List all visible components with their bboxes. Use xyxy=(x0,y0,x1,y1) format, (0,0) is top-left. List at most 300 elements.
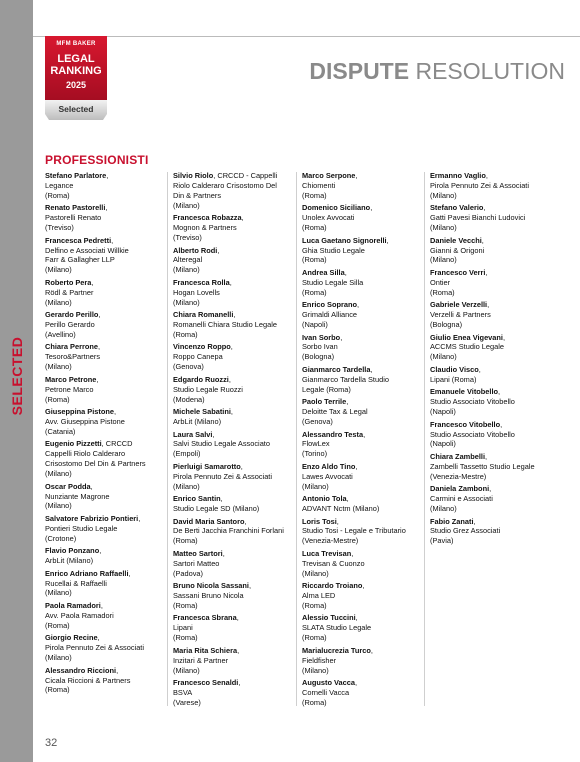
professional-name-suffix: , xyxy=(100,600,103,610)
professional-entry xyxy=(430,484,552,514)
professional-detail: (Roma) xyxy=(45,394,70,404)
professional-detail: (Modena) xyxy=(173,394,205,404)
professional-name-suffix: , xyxy=(485,451,488,461)
professional-detail: Perillo Gerardo xyxy=(45,320,95,330)
professional-detail: (Milano) xyxy=(302,481,329,491)
professional-detail: De Berti Jacchia Franchini Forlani xyxy=(173,526,284,536)
professional-name-suffix: , xyxy=(97,633,100,643)
professional-name: Ivan Sorbo xyxy=(302,332,341,342)
professional-detail: (Roma) xyxy=(302,633,327,643)
professional-detail: (Padova) xyxy=(173,568,203,578)
professional-detail: Petrone Marco xyxy=(45,384,94,394)
professional-name-suffix: , xyxy=(99,546,102,556)
professional-name-suffix: , xyxy=(230,342,233,352)
professional-entry xyxy=(302,517,424,547)
professional-name: Paolo Terrile xyxy=(302,397,347,407)
professional-detail: (Napoli) xyxy=(430,407,456,417)
professional-detail: (Empoli) xyxy=(173,449,201,459)
professional-name: Francesco Verri xyxy=(430,267,486,277)
professional-name-suffix: , xyxy=(237,645,240,655)
professional-detail: Pirola Pennuto Zei & Associati xyxy=(430,180,530,190)
professional-name: Giorgio Recine xyxy=(45,633,98,643)
professional-detail: (Milano) xyxy=(430,223,457,233)
professional-name: Oscar Podda xyxy=(45,481,91,491)
professional-detail: FlowLex xyxy=(302,439,330,449)
professional-name-suffix: , xyxy=(370,364,373,374)
professional-name: Daniela Zamboni xyxy=(430,484,490,494)
professional-name: Marco Serpone xyxy=(302,171,356,180)
professional-detail: (Milano) xyxy=(45,501,72,511)
professional-entry xyxy=(45,439,167,479)
professional-name: Andrea Silla xyxy=(302,267,345,277)
professional-detail: (Roma) xyxy=(173,536,198,546)
professional-name-suffix: , xyxy=(478,364,481,374)
professional-detail: Grimaldi Alliance xyxy=(302,310,358,320)
professional-detail: ArbLit (Milano) xyxy=(45,556,94,566)
professional-detail: Trevisan & Cuonzo xyxy=(302,558,365,568)
professional-detail: Delfino e Associati Willkie xyxy=(45,245,129,255)
professional-detail: Ontier xyxy=(430,277,451,287)
professional-detail: Lipani xyxy=(173,623,193,633)
professional-detail: (Milano) xyxy=(45,362,72,372)
professional-name: Paola Ramadori xyxy=(45,600,101,610)
professional-name: Chiara Romanelli xyxy=(173,310,234,320)
professional-detail: (Roma) xyxy=(173,600,198,610)
professional-name: David Maria Santoro xyxy=(173,516,245,526)
professional-name-suffix: , xyxy=(230,407,233,417)
professional-name-suffix: , xyxy=(90,481,93,491)
professional-name-suffix: , xyxy=(212,429,215,439)
badge-year: 2025 xyxy=(65,80,87,90)
professional-entry xyxy=(302,236,424,266)
professional-entry xyxy=(173,613,295,643)
professional-name: Enrico Santin xyxy=(173,494,221,504)
badge-line2: RANKING xyxy=(50,65,102,77)
page-number: 32 xyxy=(45,737,58,749)
professional-name: Francesca Sbrana xyxy=(173,613,237,623)
professional-detail: Inzitari & Partner xyxy=(173,655,229,665)
professional-detail: Verzelli & Partners xyxy=(430,310,491,320)
professional-entry xyxy=(430,452,552,482)
professional-entry xyxy=(45,407,167,437)
professional-detail: Unolex Avvocati xyxy=(302,213,355,223)
professional-name-suffix: , xyxy=(98,342,101,352)
professional-entry xyxy=(430,365,552,385)
professional-name: Fabio Zanati xyxy=(430,516,474,526)
professional-name-suffix: , xyxy=(340,332,343,342)
professional-detail: (Roma) xyxy=(302,190,327,200)
column-divider xyxy=(167,172,168,706)
section-heading: PROFESSIONISTI xyxy=(45,153,149,167)
professional-name-suffix: , xyxy=(98,310,101,320)
professional-entry xyxy=(45,375,167,405)
professional-detail: (Bologna) xyxy=(430,320,463,330)
professional-name-suffix: , xyxy=(355,613,358,623)
professional-name-suffix: , xyxy=(357,300,360,310)
professional-entry xyxy=(45,278,167,308)
professional-entry xyxy=(302,549,424,579)
professional-name-suffix: , xyxy=(489,484,492,494)
professional-detail: Gatti Pavesi Bianchi Ludovici xyxy=(430,213,526,223)
professional-entry xyxy=(302,397,424,427)
professional-detail: BSVA xyxy=(173,688,193,697)
professional-entry xyxy=(302,365,424,395)
professional-detail: Gianni & Origoni xyxy=(430,245,485,255)
professional-entry xyxy=(45,633,167,663)
column-divider xyxy=(296,172,297,706)
professional-entry xyxy=(430,268,552,298)
professional-name-suffix: , xyxy=(370,645,373,655)
professional-detail: Sassani Bruno Nicola xyxy=(173,591,244,601)
professional-entry xyxy=(302,300,424,330)
badge-selected: Selected xyxy=(58,104,94,114)
professional-detail: ArbLit (Milano) xyxy=(173,417,222,426)
professional-entry xyxy=(173,407,295,427)
professional-name-suffix: , xyxy=(362,581,365,591)
professional-name-suffix: , xyxy=(222,548,225,558)
professional-detail: (Torino) xyxy=(302,449,328,459)
professional-detail: (Milano) xyxy=(45,588,72,598)
professional-name-suffix: , xyxy=(236,613,239,623)
professional-name: Alessandro Riccioni xyxy=(45,665,117,675)
professional-detail: (Treviso) xyxy=(173,233,202,243)
professional-detail: Lawes Avvocati xyxy=(302,471,353,481)
professional-entry xyxy=(45,514,167,544)
header-rule xyxy=(33,36,580,37)
professional-name-suffix: , xyxy=(244,516,247,526)
professional-entry xyxy=(302,333,424,363)
professional-name: Enzo Aldo Tino xyxy=(302,461,356,471)
professional-entry xyxy=(173,549,295,579)
professional-detail: Avv. Paola Ramadori xyxy=(45,610,114,620)
professional-detail: (Milano) xyxy=(45,653,72,663)
professional-detail: (Roma) xyxy=(173,329,198,339)
professional-detail: Cicala Riccioni & Partners xyxy=(45,675,131,685)
column-4 xyxy=(430,171,552,549)
professional-detail: Nunziante Magrone xyxy=(45,491,110,501)
professional-name: Silvio Riolo xyxy=(173,171,214,180)
professional-name-suffix: , xyxy=(346,397,349,407)
professional-name: Michele Sabatini xyxy=(173,407,231,417)
professional-detail: Crisostomo Del Din & Partners xyxy=(45,459,146,469)
professional-detail: (Roma) xyxy=(302,223,327,233)
professional-entry xyxy=(302,678,424,708)
professional-detail: Lipani (Roma) xyxy=(430,374,477,384)
professional-name: Luca Trevisan xyxy=(302,548,352,558)
professional-detail: (Milano) xyxy=(173,665,200,675)
professional-name: Emanuele Vitobello xyxy=(430,387,499,397)
professional-name-suffix: , xyxy=(116,665,119,675)
professional-name-suffix: , xyxy=(498,387,501,397)
column-3 xyxy=(302,171,424,710)
professional-name: Daniele Vecchi xyxy=(430,235,482,245)
professional-detail: (Milano) xyxy=(45,469,72,479)
professional-name-suffix: , xyxy=(91,277,94,287)
professional-name: Gerardo Perillo xyxy=(45,310,99,320)
professional-name-suffix: , xyxy=(485,171,488,180)
professional-entry xyxy=(45,546,167,566)
professional-detail: (Milano) xyxy=(430,190,457,200)
professional-detail: Fieldfisher xyxy=(302,655,337,665)
professional-name: Alessandro Testa xyxy=(302,429,364,439)
professional-name-suffix: , xyxy=(138,513,141,523)
professional-entry xyxy=(430,387,552,417)
professional-entry xyxy=(430,203,552,233)
professional-entry xyxy=(302,203,424,233)
professional-entry xyxy=(173,246,295,276)
professional-detail: Pirola Pennuto Zei & Associati xyxy=(173,471,273,481)
professional-detail: Studio Associato Vitobello xyxy=(430,397,515,407)
professional-name: Francesca Rolla xyxy=(173,277,230,287)
professional-name-suffix: , xyxy=(217,245,220,255)
professional-entry xyxy=(173,494,295,514)
professional-detail: Mognon & Partners xyxy=(173,223,237,233)
professional-detail: Cornelli Vacca xyxy=(302,688,350,697)
professional-detail: Roppo Canepa xyxy=(173,352,223,362)
professional-detail: Cappelli Riolo Calderaro xyxy=(45,449,126,459)
professional-detail: (Milano) xyxy=(430,504,457,514)
professional-detail: SLATA Studio Legale xyxy=(302,623,372,633)
professional-detail: Legance xyxy=(45,180,74,190)
professional-name: Francesca Robazza xyxy=(173,213,242,223)
professional-detail: (Milano) xyxy=(430,255,457,265)
professional-name-suffix: , xyxy=(336,516,339,526)
professional-name: Giulio Enea Vigevani xyxy=(430,332,503,342)
badge-line1: LEGAL xyxy=(57,53,95,65)
sidebar-band xyxy=(0,0,33,762)
professional-name-suffix: , CRCCD xyxy=(101,439,133,449)
professional-name: Augusto Vacca xyxy=(302,678,355,688)
professional-detail: Gianmarco Tardella Studio xyxy=(302,374,389,384)
professional-detail: Studio Legale Silla xyxy=(302,277,364,287)
professional-detail: (Genova) xyxy=(302,417,333,426)
professional-name-suffix: , xyxy=(111,235,114,245)
professional-name-suffix: , xyxy=(241,213,244,223)
professional-name: Ermanno Vaglio xyxy=(430,171,486,180)
professional-detail: Studio Tosi - Legale e Tributario xyxy=(302,526,406,536)
professional-detail: Farr & Gallagher LLP xyxy=(45,255,115,265)
professional-detail: (Milano) xyxy=(173,297,200,307)
professional-detail: (Milano) xyxy=(173,481,200,491)
professional-name: Laura Salvi xyxy=(173,429,213,439)
professional-detail: (Pavia) xyxy=(430,536,454,546)
professional-name-suffix: , xyxy=(240,461,243,471)
professional-detail: (Avellino) xyxy=(45,329,76,339)
professional-entry xyxy=(45,666,167,696)
professional-entry xyxy=(302,268,424,298)
professional-detail: Zambelli Tassetto Studio Legale xyxy=(430,461,535,471)
professional-name-suffix: , xyxy=(386,235,389,245)
professional-name-suffix: , xyxy=(363,429,366,439)
column-2 xyxy=(173,171,295,710)
professional-detail: Ghia Studio Legale xyxy=(302,245,365,255)
professional-entry xyxy=(173,375,295,405)
professional-detail: (Catania) xyxy=(45,426,76,436)
professional-name-suffix: , xyxy=(355,171,358,180)
professional-detail: (Bologna) xyxy=(302,352,335,362)
professional-name-suffix: , xyxy=(114,407,117,417)
professional-name: Marco Petrone xyxy=(45,374,97,384)
professional-detail: Hogan Lovells xyxy=(173,287,220,297)
professional-name-suffix: , CRCCD - Cappelli xyxy=(213,171,278,180)
professional-detail: Legale (Roma) xyxy=(302,384,351,394)
professional-entry xyxy=(430,171,552,201)
professional-detail: Sorbo Ivan xyxy=(302,342,338,352)
professional-name: Matteo Sartori xyxy=(173,548,223,558)
professional-name-suffix: , xyxy=(485,267,488,277)
professional-name: Loris Tosi xyxy=(302,516,337,526)
professional-entry xyxy=(302,581,424,611)
professional-detail: (Roma) xyxy=(430,287,455,297)
professional-entry xyxy=(302,613,424,643)
professional-name-suffix: , xyxy=(483,203,486,213)
professional-detail: (Milano) xyxy=(302,568,329,578)
professional-detail: (Milano) xyxy=(173,265,200,275)
professional-detail: Alma LED xyxy=(302,591,336,601)
professional-name: Alessio Tuccini xyxy=(302,613,356,623)
professional-detail: (Genova) xyxy=(173,362,204,372)
professional-name: Marialucrezia Turco xyxy=(302,645,371,655)
professional-detail: Sartori Matteo xyxy=(173,558,220,568)
professional-entry xyxy=(173,517,295,547)
professional-entry xyxy=(173,213,295,243)
professional-detail: Din & Partners xyxy=(173,190,222,200)
professional-name: Domenico Siciliano xyxy=(302,203,371,213)
professional-name-suffix: , xyxy=(96,374,99,384)
professional-entry xyxy=(45,236,167,276)
professional-detail: (Roma) xyxy=(173,633,198,643)
professional-detail: (Varese) xyxy=(173,697,201,707)
professional-name-suffix: , xyxy=(229,277,232,287)
professional-entry xyxy=(173,342,295,372)
professional-detail: Rödl & Partner xyxy=(45,287,94,297)
legal-ranking-badge xyxy=(45,36,107,120)
professional-detail: (Venezia-Mestre) xyxy=(302,536,359,546)
professional-name: Chiara Perrone xyxy=(45,342,98,352)
professional-name: Alberto Rodi xyxy=(173,245,218,255)
professional-name: Antonio Tola xyxy=(302,494,347,504)
professional-name-suffix: , xyxy=(238,678,241,688)
professional-entry xyxy=(45,310,167,340)
professional-name-suffix: , xyxy=(106,171,109,180)
professional-detail: (Roma) xyxy=(302,600,327,610)
professional-name-suffix: , xyxy=(346,494,349,504)
professional-entry xyxy=(302,171,424,201)
professional-name: Riccardo Troiano xyxy=(302,581,363,591)
professional-detail: (Napoli) xyxy=(430,439,456,449)
professional-detail: Carmini e Associati xyxy=(430,494,493,504)
badge-brand: MFM BAKER xyxy=(56,41,96,47)
professional-name: Vincenzo Roppo xyxy=(173,342,231,352)
professional-detail: (Crotone) xyxy=(45,533,77,543)
column-1 xyxy=(45,171,167,698)
professional-name: Pierluigi Samarotto xyxy=(173,461,241,471)
professional-entry xyxy=(302,494,424,514)
professional-detail: Alteregal xyxy=(173,255,203,265)
professional-entry xyxy=(430,420,552,450)
professional-entry xyxy=(173,646,295,676)
professional-name-suffix: , xyxy=(487,300,490,310)
professional-name-suffix: , xyxy=(351,548,354,558)
professional-name: Luca Gaetano Signorelli xyxy=(302,235,387,245)
professional-name: Enrico Soprano xyxy=(302,300,358,310)
professional-name: Maria Rita Schiera xyxy=(173,645,238,655)
professional-entry xyxy=(45,482,167,512)
professional-name: Enrico Adriano Raffaelli xyxy=(45,568,129,578)
professional-entry xyxy=(173,678,295,708)
column-divider xyxy=(424,172,425,706)
title-bold: DISPUTE xyxy=(309,58,410,84)
professional-detail: (Roma) xyxy=(302,697,327,707)
professional-name: Chiara Zambelli xyxy=(430,451,486,461)
professional-name: Stefano Valerio xyxy=(430,203,484,213)
professional-detail: Studio Legale SD (Milano) xyxy=(173,504,260,514)
professional-detail: (Milano) xyxy=(45,297,72,307)
professional-name-suffix: , xyxy=(344,267,347,277)
professional-entry xyxy=(430,333,552,363)
professional-detail: (Milano) xyxy=(302,665,329,675)
professional-name: Francesco Vitobello xyxy=(430,419,501,429)
professional-name-suffix: , xyxy=(354,678,358,688)
professional-name: Giuseppina Pistone xyxy=(45,407,114,417)
professional-name: Salvatore Fabrizio Pontieri xyxy=(45,513,139,523)
professional-entry xyxy=(302,430,424,460)
professional-entry xyxy=(173,430,295,460)
professional-detail: (Roma) xyxy=(302,255,327,265)
professional-detail: Pastorelli Renato xyxy=(45,213,102,223)
professional-name: Flavio Ponzano xyxy=(45,546,100,556)
professional-entry xyxy=(430,236,552,266)
professional-detail: (Napoli) xyxy=(302,320,328,330)
professional-entry xyxy=(173,581,295,611)
professional-detail: (Treviso) xyxy=(45,223,74,233)
professional-detail: (Venezia-Mestre) xyxy=(430,471,487,481)
title-light: RESOLUTION xyxy=(409,58,565,84)
professional-name-suffix: , xyxy=(105,203,108,213)
professional-name-suffix: , xyxy=(220,494,223,504)
professional-entry xyxy=(45,171,167,201)
professional-detail: (Milano) xyxy=(173,200,200,210)
professional-detail: ADVANT Nctm (Milano) xyxy=(302,504,380,514)
professional-detail: (Roma) xyxy=(302,287,327,297)
professional-detail: Pontieri Studio Legale xyxy=(45,523,118,533)
professional-detail: (Roma) xyxy=(45,620,70,630)
professional-name-suffix: , xyxy=(473,516,476,526)
professional-entry xyxy=(45,601,167,631)
professional-detail: Deloitte Tax & Legal xyxy=(302,407,368,417)
professional-name-suffix: , xyxy=(370,203,373,213)
professional-detail: (Roma) xyxy=(45,190,70,200)
professional-name: Roberto Pera xyxy=(45,277,92,287)
professional-name: Edgardo Ruozzi xyxy=(173,374,229,384)
professional-entry xyxy=(302,646,424,676)
professional-entry xyxy=(302,462,424,492)
professional-detail: Romanelli Chiara Studio Legale xyxy=(173,320,277,330)
professional-name: Bruno Nicola Sassani xyxy=(173,581,249,591)
professional-detail: Pirola Pennuto Zei & Associati xyxy=(45,643,145,653)
professional-detail: (Milano) xyxy=(45,265,72,275)
professional-entry xyxy=(173,310,295,340)
professional-name: Eugenio Pizzetti xyxy=(45,439,102,449)
professional-name-suffix: , xyxy=(500,419,503,429)
professional-name: Gabriele Verzelli xyxy=(430,300,488,310)
professional-detail: (Roma) xyxy=(45,685,70,695)
professional-detail: (Milano) xyxy=(430,352,457,362)
professional-detail: Salvi Studio Legale Associato xyxy=(173,439,270,449)
professional-name: Gianmarco Tardella xyxy=(302,364,371,374)
professional-entry xyxy=(173,462,295,492)
professional-detail: Riolo Calderaro Crisostomo Del xyxy=(173,180,277,190)
